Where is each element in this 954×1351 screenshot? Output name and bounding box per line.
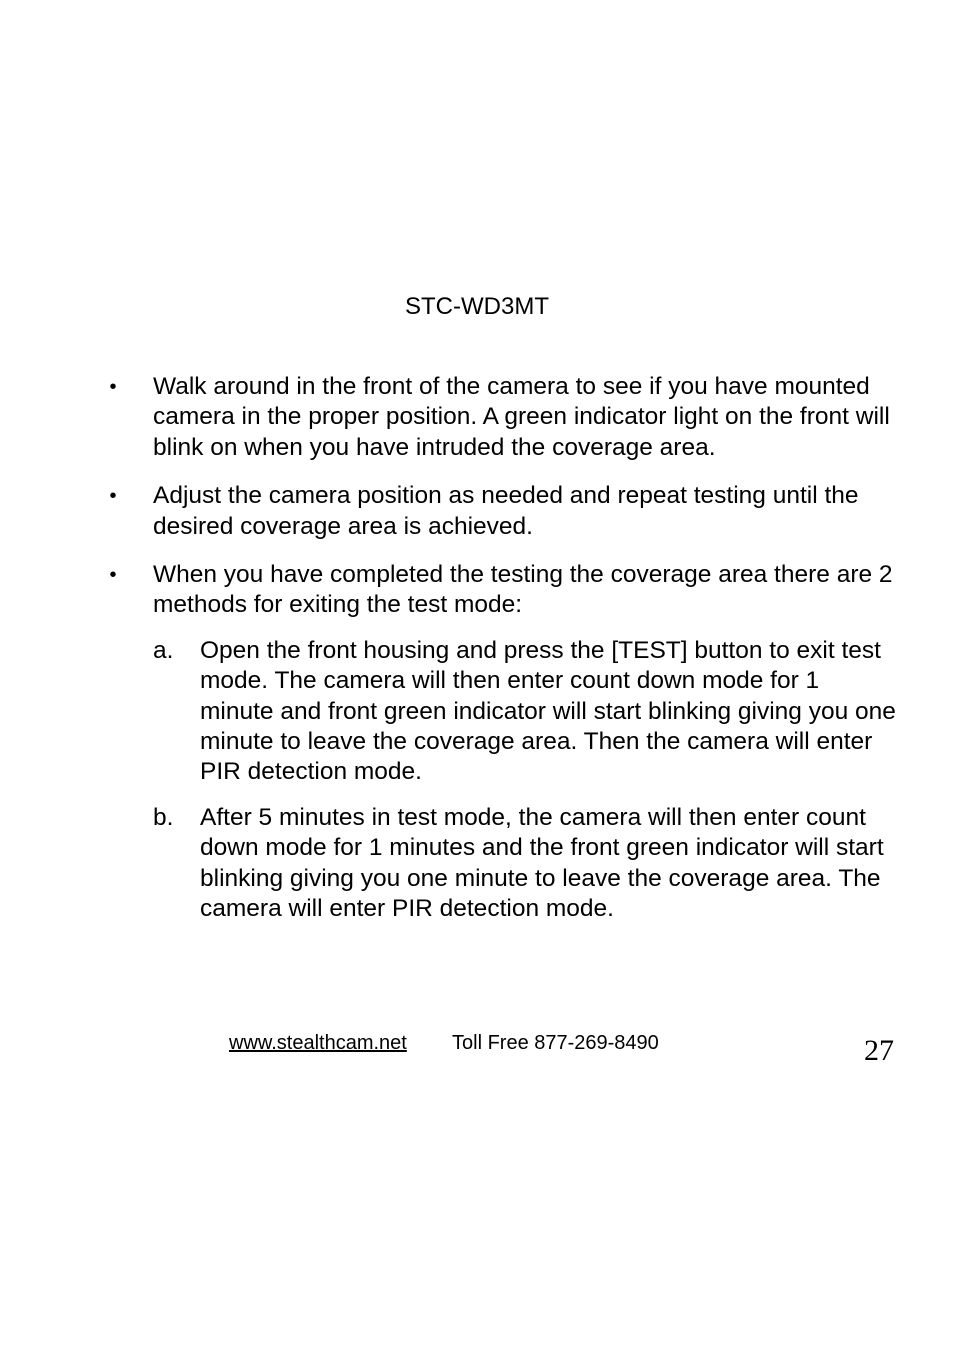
list-item — [106, 481, 896, 542]
list-item — [106, 560, 896, 924]
bullet-list — [106, 372, 896, 925]
bullet-icon: • — [109, 564, 117, 587]
instructions — [106, 372, 896, 943]
toll-free-phone: Toll Free 877-269-8490 — [452, 1032, 659, 1054]
sub-item-marker: b. — [153, 803, 174, 831]
page-footer — [0, 1030, 954, 1070]
sub-list-item — [153, 803, 896, 925]
sub-item-text: Open the front housing and press the [TEST] button to exit test mode. The camera will then enter count down mode for 1 minute and front green indicator will start blinking giving you one minute to leave the coverage area. Then the camera will enter PIR detection mode. — [200, 636, 896, 786]
list-item — [106, 372, 896, 463]
bullet-icon: • — [109, 376, 117, 398]
page-number: 27 — [864, 1034, 894, 1067]
list-item-text: Walk around in the front of the camera to see if you have mounted camera in the proper position. A green indicator light on the front will blink on when you have intruded the coverage area. — [153, 373, 890, 461]
model-title: STC-WD3MT — [405, 293, 549, 320]
bullet-icon: • — [109, 485, 117, 508]
list-item-text: Adjust the camera position as needed and repeat testing until the desired coverage area is achieved. — [153, 482, 859, 540]
website-link[interactable]: www.stealthcam.net — [229, 1032, 407, 1054]
sub-list — [153, 636, 896, 925]
sub-item-marker: a. — [153, 636, 174, 664]
list-item-text: When you have completed the testing the coverage area there are 2 methods for exiting the test mode: — [153, 561, 893, 619]
sub-list-item — [153, 636, 896, 788]
sub-item-text: After 5 minutes in test mode, the camera will then enter count down mode for 1 minutes and the front green indicator will start blinking giving you one minute to leave the coverage area. The camera will enter PIR detection mode. — [200, 803, 884, 923]
